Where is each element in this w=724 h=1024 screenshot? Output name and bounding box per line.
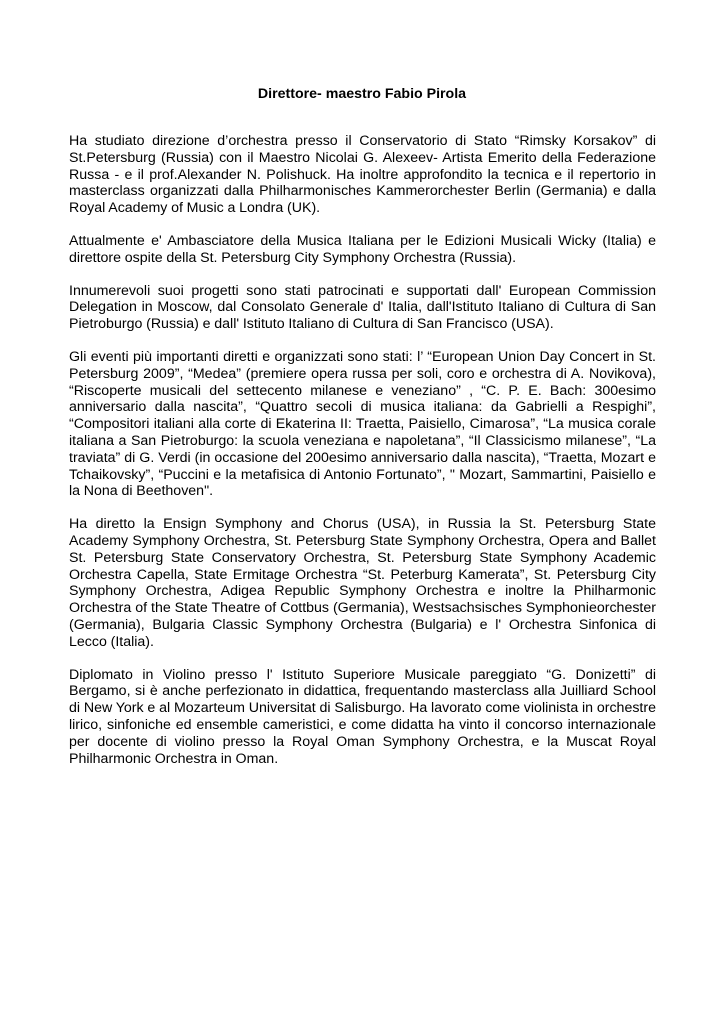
document-title: Direttore- maestro Fabio Pirola (257, 86, 467, 102)
paragraph-orchestras: Ha diretto la Ensign Symphony and Chorus (USA), in Russia la St. Petersburg State Academy Symphony Orchestra, St. Petersburg State Symphony Orchestra, Opera and Ballet St. Petersburg State Conservatory Orchestra, St. Petersburg State Symphony Academic Orchestra Capella, State Ermitage Orchestra “St. Peterburg Kamerata”, St. Petersburg City Symphony Orchestra, Adigea Republic Symphony Orchestra e inoltre la Philharmonic Orchestra of the State Theatre of Cottbus (Germania), Westsachsisches Symphonieorchester (Germania), Bulgaria Classic Symphony Orchestra (Bulgaria) e l' Orchestra Sinfonica di Lecco (Italia). (69, 516, 656, 650)
paragraph-diploma: Diplomato in Violino presso l' Istituto Superiore Musicale pareggiato “G. Donizetti” di Bergamo, si è anche perfezionato in didattica, frequentando masterclass alla Juilliard School di New York e al Mozarteum Universitat di Salisburgo. Ha lavorato come violinista in orchestre lirico, sinfoniche ed ensemble cameristici, e come didatta ha vinto il concorso internazionale per docente di violino presso la Royal Oman Symphony Orchestra, e la Muscat Royal Philharmonic Orchestra in Oman. (69, 666, 656, 767)
paragraph-ambassador: Attualmente e' Ambasciatore della Musica Italiana per le Edizioni Musicali Wicky (Italia) e direttore ospite della St. Petersburg City Symphony Orchestra (Russia). (69, 232, 656, 266)
paragraph-studies: Ha studiato direzione d’orchestra presso il Conservatorio di Stato “Rimsky Korsakov” di St.Petersburg (Russia) con il Maestro Nicolai G. Alexeev- Artista Emerito della Federazione Russa - e il prof.Alexander N. Polishuck. Ha inoltre approfondito la tecnica e il repertorio in masterclass organizzati dalla Philharmonisches Kammerorchester Berlin (Germania) e dalla Royal Academy of Music a Londra (UK). (69, 133, 656, 217)
document-body (69, 133, 656, 783)
paragraph-events: Gli eventi più importanti diretti e organizzati sono stati: l’ “European Union Day Concert in St. Petersburg 2009”, “Medea” (premiere opera russa per soli, coro e orchestra di A. Novikova), “Riscoperte musicali del settecento milanese e veneziano” , “C. P. E. Bach: 300esimo anniversario dalla nascita”, “Quattro secoli di musica italiana: da Gabrielli a Respighi”, “Compositori italiani alla corte di Ekaterina II: Traetta, Paisiello, Cimarosa”, “La musica corale italiana a San Pietroburgo: la scuola veneziana e napoletana”, “Il Classicismo milanese”, “La traviata” di G. Verdi (in occasione del 200esimo anniversario dalla nascita), “Traetta, Mozart e Tchaikovsky”, “Puccini e la metafisica di Antonio Fortunato”, " Mozart, Sammartini, Paisiello e la Nona di Beethoven". (69, 348, 656, 500)
paragraph-projects: Innumerevoli suoi progetti sono stati patrocinati e supportati dall' European Commission Delegation in Moscow, dal Consolato Generale d' Italia, dall'Istituto Italiano di Cultura di San Pietroburgo (Russia) e dall' Istituto Italiano di Cultura di San Francisco (USA). (69, 282, 656, 333)
